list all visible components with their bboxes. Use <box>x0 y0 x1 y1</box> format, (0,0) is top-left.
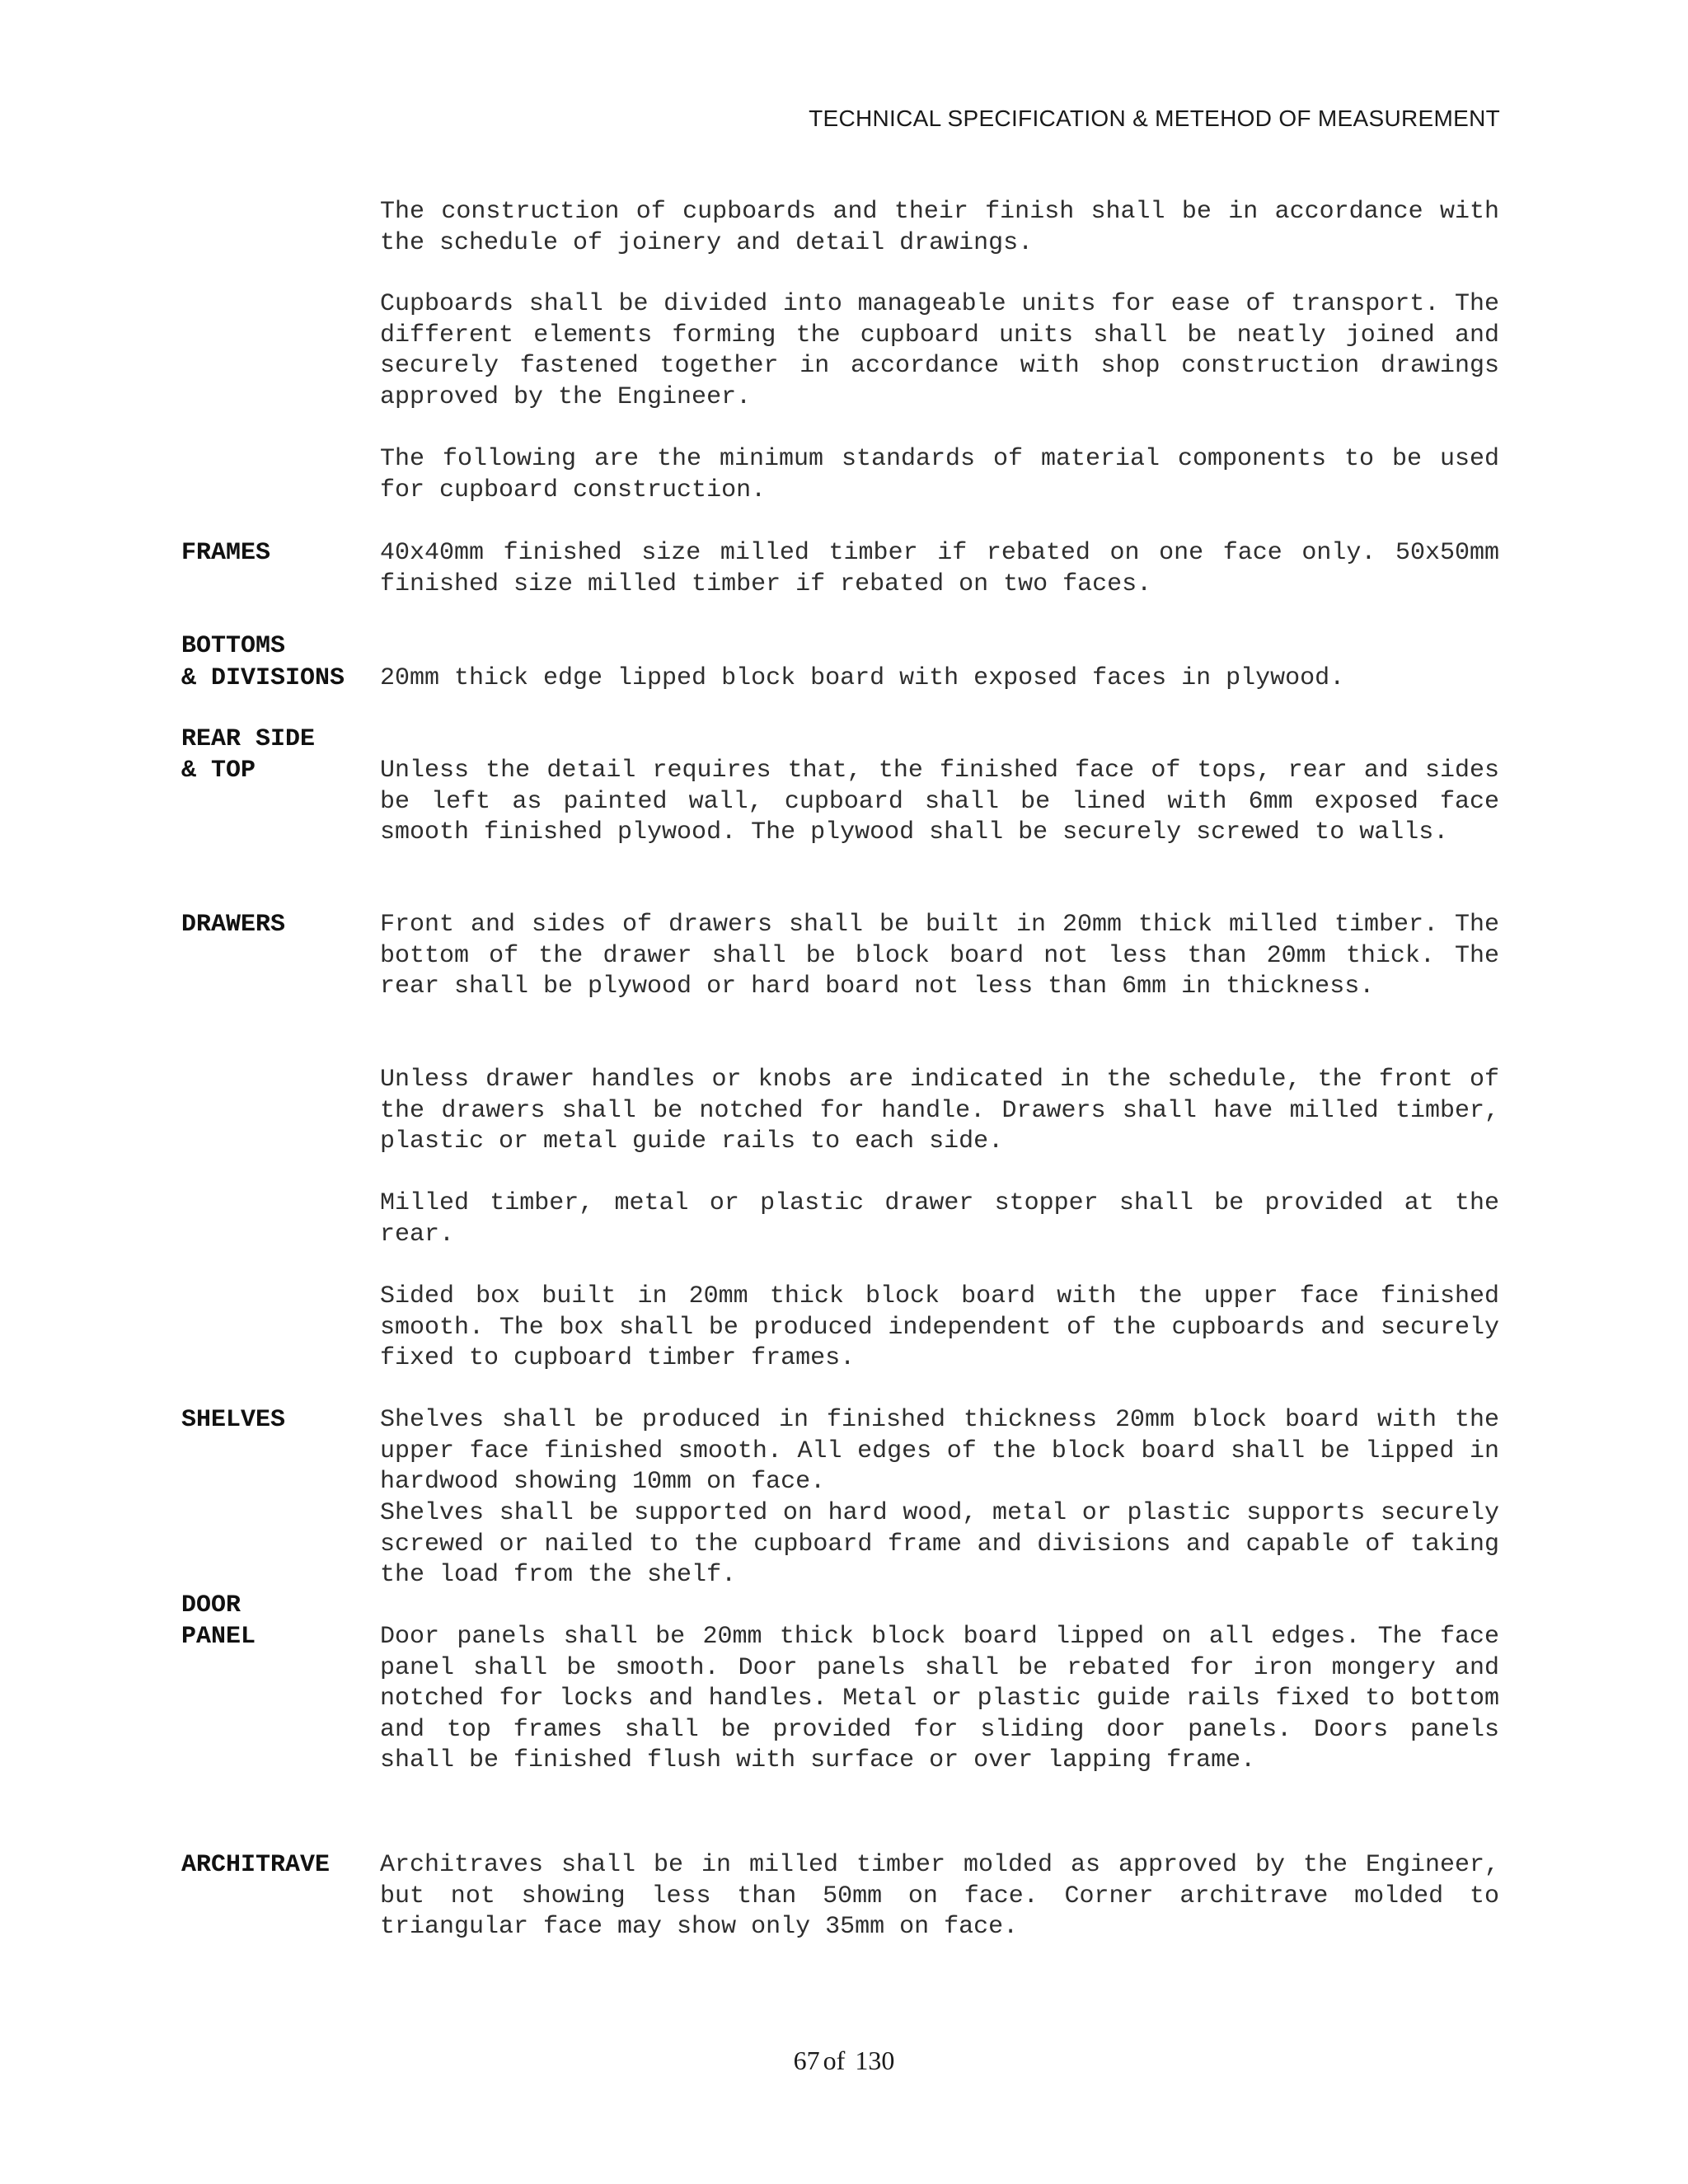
page-number-of: of <box>823 2046 846 2075</box>
shelves-paragraph-1: Shelves shall be produced in finished thickness 20mm block board with the upper face finished smooth. All edges of the block board shall be lipped in hardwood showing 10mm on face. <box>380 1406 1499 1496</box>
drawers-paragraph-3: Milled timber, metal or plastic drawer stopper shall be provided at the rear. <box>380 1189 1499 1249</box>
rear-paragraph-1: Unless the detail requires that, the finished face of tops, rear and sides be left as painted wall, cupboard shall be lined with 6mm exposed face smooth finished plywood. The plywood shall be securely screwed to walls. <box>380 757 1499 846</box>
section-label-architrave: ARCHITRAVE <box>181 1851 331 1879</box>
drawers-paragraph-1: Front and sides of drawers shall be built in 20mm thick milled timber. The bottom of the drawer shall be block board not less than 20mm thick. The rear shall be plywood or hard board not less than 6mm in thickness. <box>380 911 1499 1001</box>
architrave-paragraph-1: Architraves shall be in milled timber molded as approved by the Engineer, but not showing less than 50mm on face. Corner architrave molded to triangular face may show only 35mm on face. <box>380 1851 1499 1941</box>
section-label-bottoms-line1: BOTTOMS <box>181 632 286 660</box>
drawers-paragraph-2: Unless drawer handles or knobs are indicated in the schedule, the front of the drawers shall be notched for handle. Drawers shall have milled timber, plastic or metal guide rails to each side. <box>380 1066 1499 1155</box>
intro-paragraph-3: The following are the minimum standards of material components to be used for cupboard construction. <box>380 445 1499 504</box>
section-label-door-line1: DOOR <box>181 1591 241 1619</box>
frames-paragraph-1: 40x40mm finished size milled timber if rebated on one face only. 50x50mm finished size milled timber if rebated on two faces. <box>380 539 1499 598</box>
section-label-rear-line2: & TOP <box>181 757 256 785</box>
shelves-paragraph-2: Shelves shall be supported on hard wood, metal or plastic supports securely screwed or nailed to the cupboard frame and divisions and capable of taking the load from the shelf. <box>380 1499 1499 1589</box>
door-paragraph-1: Door panels shall be 20mm thick block board lipped on all edges. The face panel shall be smooth. Door panels shall be rebated for iron mongery and notched for locks and handles. Metal or plastic guide rails fixed to bottom and top frames shall be provided for sliding door panels. Doors panels shall be finished flush with surface or over lapping frame. <box>380 1623 1499 1774</box>
page-number-total: 130 <box>855 2046 895 2075</box>
bottoms-paragraph-1: 20mm thick edge lipped block board with exposed faces in plywood. <box>380 664 1345 692</box>
page-footer <box>0 2046 1688 2076</box>
page-header-title: TECHNICAL SPECIFICATION & METEHOD OF MEASUREMENT <box>809 105 1500 131</box>
intro-paragraph-2: Cupboards shall be divided into manageable units for ease of transport. The different elements forming the cupboard units shall be neatly joined and securely fastened together in accordance with shop construction drawings approved by the Engineer. <box>380 290 1499 411</box>
intro-paragraph-1: The construction of cupboards and their finish shall be in accordance with the schedule of joinery and detail drawings. <box>380 198 1499 257</box>
section-label-door-line2: PANEL <box>181 1623 256 1651</box>
section-label-drawers: DRAWERS <box>181 911 286 939</box>
section-label-bottoms-line2: & DIVISIONS <box>181 664 345 692</box>
section-label-shelves: SHELVES <box>181 1406 286 1434</box>
section-label-frames: FRAMES <box>181 539 271 567</box>
drawers-paragraph-4: Sided box built in 20mm thick block board with the upper face finished smooth. The box shall be produced independent of the cupboards and securely fixed to cupboard timber frames. <box>380 1282 1499 1372</box>
page-number-current: 67 <box>793 2046 820 2075</box>
section-label-rear-line1: REAR SIDE <box>181 725 316 753</box>
